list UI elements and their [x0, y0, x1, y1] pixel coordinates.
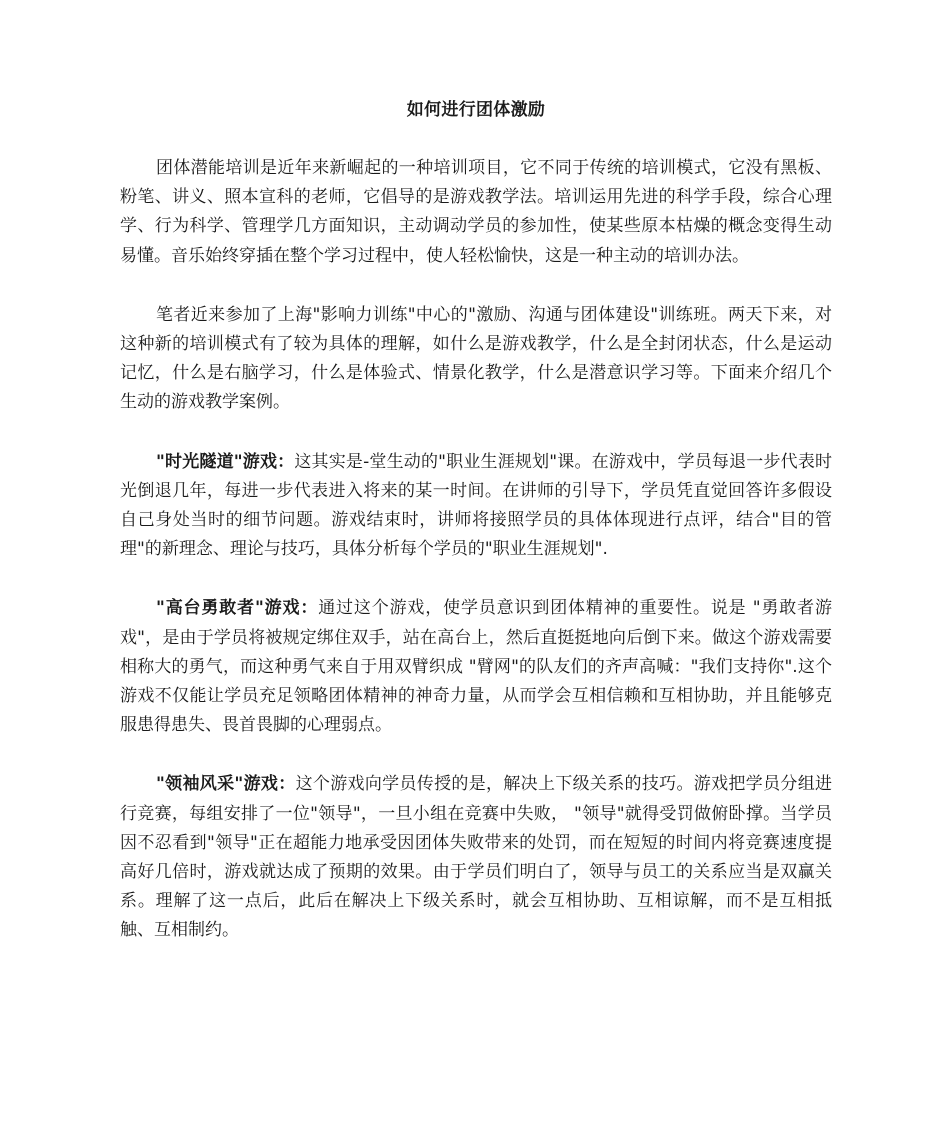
paragraph-text: 通过这个游戏，使学员意识到团体精神的重要性。说是 "勇敢者游戏"，是由于学员将被规定绑住双手，站在高台上，然后直挺挺地向后倒下来。做这个游戏需要相称大的勇气，而这种勇气来自于用双臂织成 "臂网"的队友们的齐声高喊："我们支持你".这个游戏不仅能让学员充足领略团体精神的神奇力量，从而学会互相信赖和互相协助，并且能够克服患得患失、畏首畏脚的心理弱点。	[120, 598, 832, 736]
paragraph-author-experience	[120, 301, 832, 418]
paragraph-lead-heading: "领袖风采"游戏：	[156, 774, 296, 795]
paragraph-lead-heading: "时光隧道"游戏：	[156, 451, 295, 472]
document-page	[120, 96, 832, 946]
document-title: 如何进行团体激励	[406, 100, 546, 120]
paragraph-high-platform-game	[120, 594, 832, 740]
paragraph-time-tunnel-game	[120, 448, 832, 565]
paragraph-leader-style-game	[120, 770, 832, 945]
paragraph-text: 笔者近来参加了上海"影响力训练"中心的"激励、沟通与团体建设"训练班。两天下来，对这种新的培训模式有了较为具体的理解，如什么是游戏教学，什么是全封闭状态，什么是运动记忆，什么是右脑学习，什么是体验式、情景化教学，什么是潜意识学习等。下面来介绍几个生动的游戏教学案例。	[120, 304, 832, 413]
paragraph-text: 团体潜能培训是近年来新崛起的一种培训项目，它不同于传统的培训模式，它没有黑板、粉笔、讲义、照本宣科的老师，它倡导的是游戏教学法。培训运用先进的科学手段，综合心理学、行为科学、管理学几方面知识，主动调动学员的参加性，使某些原本枯燥的概念变得生动易懂。音乐始终穿插在整个学习过程中，使人轻松愉快，这是一种主动的培训办法。	[120, 158, 832, 266]
paragraph-lead-heading: "高台勇敢者"游戏：	[156, 598, 319, 619]
paragraph-text: 这个游戏向学员传授的是，解决上下级关系的技巧。游戏把学员分组进行竞赛，每组安排了一位"领导"，一旦小组在竞赛中失败， "领导"就得受罚做俯卧撑。当学员因不忍看到"领导"正在超能力地承受因团体失败带来的处罚，而在短短的时间内将竞赛速度提高好几倍时，游戏就达成了预期的效果。由于学员们明白了，领导与员工的关系应当是双赢关系。理解了这一点后，此后在解决上下级关系时，就会互相协助、互相谅解，而不是互相抵触、互相制约。	[120, 774, 833, 941]
paragraph-text: 这其实是-堂生动的"职业生涯规划"课。在游戏中，学员每退一步代表时光倒退几年，每进一步代表进入将来的某一时间。在讲师的引导下，学员凭直觉回答许多假设自己身处当时的细节问题。游戏结束时，讲师将接照学员的具体体现进行点评，结合"目的管理"的新理念、理论与技巧，具体分析每个学员的"职业生涯规划".	[120, 451, 833, 560]
paragraph-intro	[120, 154, 832, 271]
